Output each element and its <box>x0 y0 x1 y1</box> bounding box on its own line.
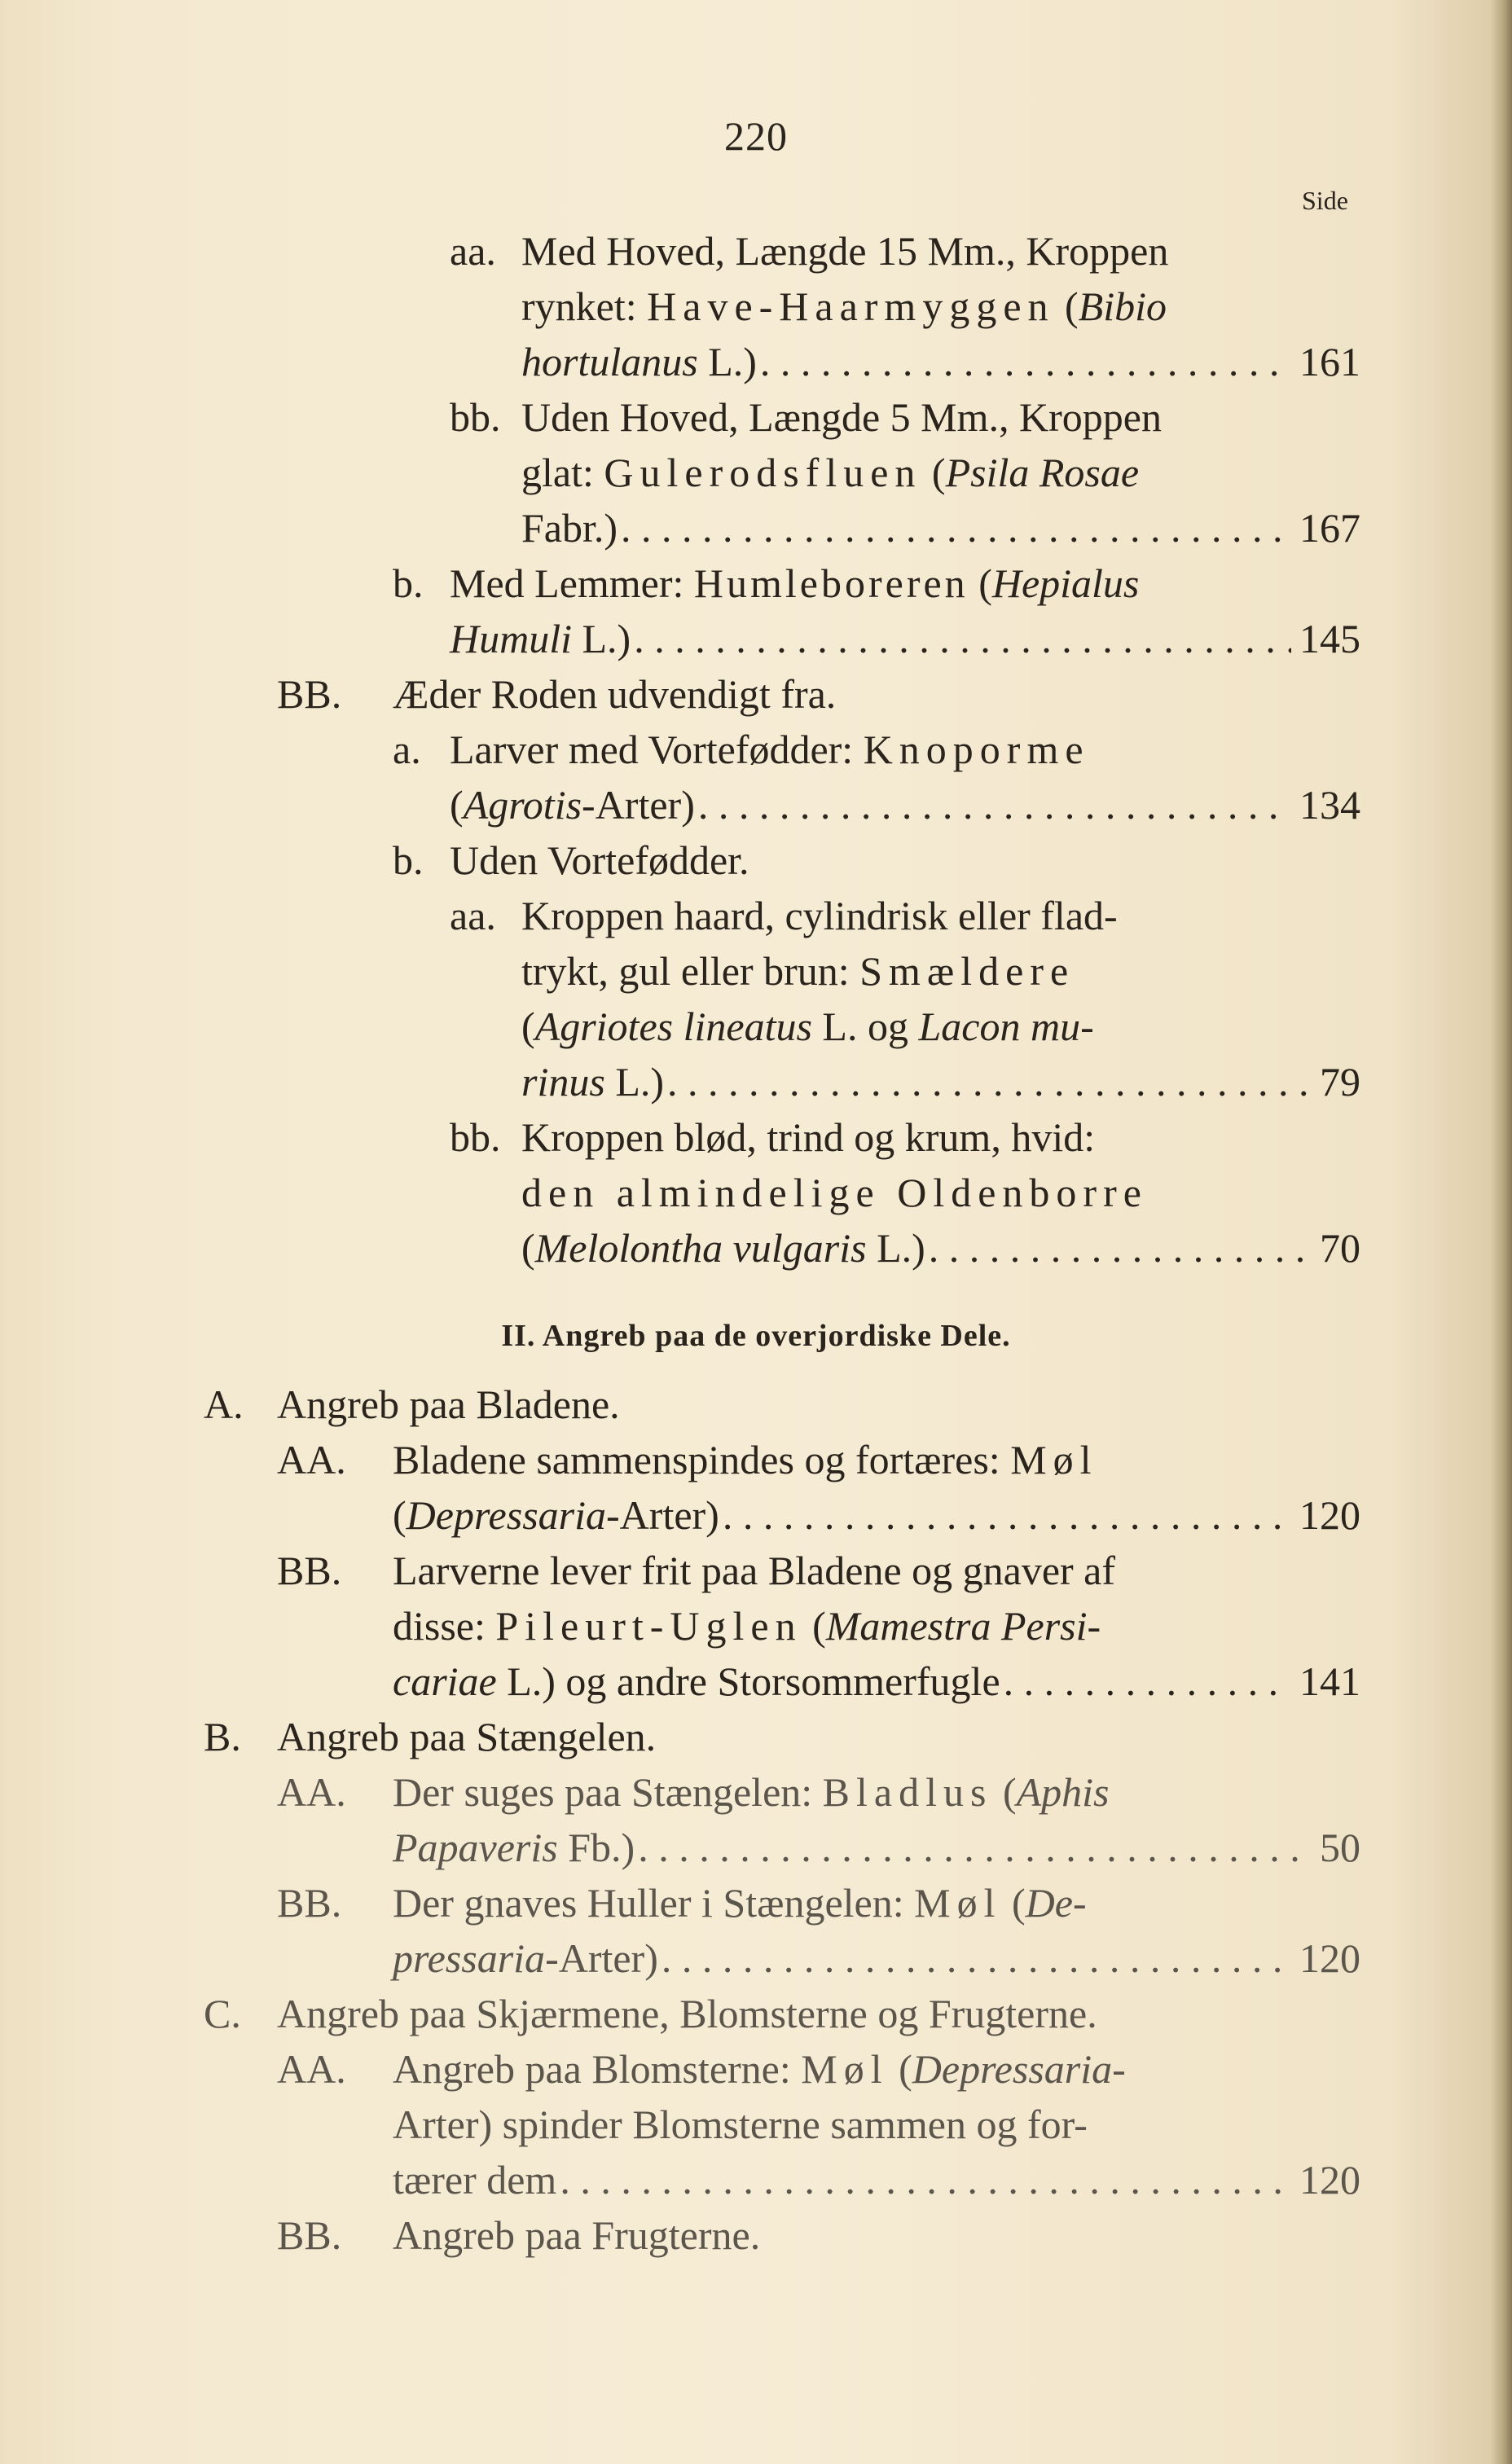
page-reference: 120 <box>1299 1492 1360 1538</box>
page-reference: 50 <box>1320 1825 1360 1870</box>
entry-text: Angreb paa Frugterne. <box>393 2212 761 2258</box>
leader-dots <box>664 1057 1312 1106</box>
entry-text: (Melolontha vulgaris L.) . . . 70 <box>521 1223 1360 1272</box>
entry-text: (Agriotes lineatus L. og Lacon mu- <box>521 1004 1094 1049</box>
entry-text: Angreb paa Blomsterne: Møl (Depressaria- <box>393 2046 1126 2092</box>
page-reference: 145 <box>1299 616 1360 661</box>
page-reference: 167 <box>1299 505 1360 551</box>
leader-dots <box>618 503 1291 552</box>
section-heading: II. Angreb paa de overjordiske Dele. <box>501 1319 1011 1353</box>
side-column-label: Side <box>1302 186 1348 215</box>
entry-text: glat: Gulerodsfluen (Psila Rosae <box>521 450 1140 495</box>
entry-text: Der gnaves Huller i Stængelen: Møl (De- <box>393 1880 1087 1926</box>
leader-dots <box>658 1934 1291 1983</box>
leader-dots <box>757 337 1291 386</box>
entry-text: hortulanus L.) . . . 161 <box>521 337 1360 386</box>
entry-text: tærer dem . . . 120 <box>393 2155 1360 2204</box>
entry-label: bb. <box>450 394 501 440</box>
entry-text: rinus L.) . . . 79 <box>521 1057 1360 1106</box>
entry-label: C. <box>204 1991 241 2036</box>
entry-label: AA. <box>277 1769 346 1815</box>
entry-text: pressaria-Arter) . . . 120 <box>393 1934 1360 1983</box>
page-reference: 70 <box>1320 1225 1360 1271</box>
entry-text: disse: Pileurt-Uglen (Mamestra Persi- <box>393 1603 1101 1649</box>
leader-dots <box>631 614 1291 663</box>
entry-label: A. <box>204 1381 244 1427</box>
entry-text: Der suges paa Stængelen: Bladlus (Aphis <box>393 1769 1110 1815</box>
entry-text: (Depressaria-Arter) . . . 120 <box>393 1491 1360 1539</box>
entry-text: Larver med Vortefødder: Knoporme <box>450 727 1090 772</box>
entry-label: BB. <box>277 1880 342 1926</box>
entry-label: BB. <box>277 1548 342 1593</box>
entry-label: bb. <box>450 1114 501 1160</box>
entry-label: AA. <box>277 1437 346 1482</box>
page-reference: 141 <box>1299 1658 1360 1704</box>
entry-label: B. <box>204 1714 241 1759</box>
entry-text: Bladene sammenspindes og fortæres: Møl <box>393 1437 1098 1482</box>
page-reference: 134 <box>1299 782 1360 828</box>
entry-text: Kroppen blød, trind og krum, hvid: <box>521 1114 1096 1160</box>
leader-dots <box>719 1491 1291 1539</box>
entry-text: Kroppen haard, cylindrisk eller flad- <box>521 893 1118 938</box>
entry-text: Uden Vortefødder. <box>450 837 749 883</box>
page-reference: 120 <box>1299 1935 1360 1981</box>
entry-label: a. <box>393 727 421 772</box>
entry-text: Fabr.) . . . 167 <box>521 503 1360 552</box>
leader-dots <box>695 780 1291 829</box>
entry-label: AA. <box>277 2046 346 2092</box>
entry-label: b. <box>393 560 424 606</box>
entry-text: trykt, gul eller brun: Smældere <box>521 948 1075 994</box>
entry-text: (Agrotis-Arter) . . . 134 <box>450 780 1360 829</box>
page-reference: 120 <box>1299 2157 1360 2203</box>
entry-text: Arter) spinder Blomsterne sammen og for- <box>393 2102 1088 2147</box>
leader-dots <box>1000 1657 1291 1706</box>
entry-text: Papaveris Fb.) . . . 50 <box>393 1823 1360 1872</box>
entry-text: Humuli L.) . . . 145 <box>450 614 1360 663</box>
entry-label: BB. <box>277 2212 342 2258</box>
entry-text: Med Hoved, Længde 15 Mm., Kroppen <box>521 228 1169 274</box>
entry-label: aa. <box>450 893 496 938</box>
entry-text: rynket: Have-Haarmyggen (Bibio <box>521 283 1167 329</box>
entry-text: Angreb paa Stængelen. <box>277 1714 657 1759</box>
page-reference: 161 <box>1299 339 1360 384</box>
page-reference: 79 <box>1320 1059 1360 1105</box>
entry-text: Angreb paa Skjærmene, Blomsterne og Frugterne. <box>277 1991 1097 2036</box>
page-number: 220 <box>724 113 788 159</box>
entry-text: Uden Hoved, Længde 5 Mm., Kroppen <box>521 394 1162 440</box>
entry-label: BB. <box>277 671 342 717</box>
entry-text: Larverne lever frit paa Bladene og gnaver af <box>393 1548 1116 1593</box>
entry-text: Angreb paa Bladene. <box>277 1381 620 1427</box>
leader-dots <box>635 1823 1312 1872</box>
page-edge <box>1491 0 1512 2464</box>
entry-text: Med Lemmer: Humleboreren (Hepialus <box>450 560 1140 606</box>
entry-label: b. <box>393 837 424 883</box>
entry-text: Æder Roden udvendigt fra. <box>393 671 837 717</box>
entry-text: den almindelige Oldenborre <box>521 1170 1148 1215</box>
entry-label: aa. <box>450 228 496 274</box>
entry-text: cariae L.) og andre Storsommerfugle . . . 141 <box>393 1657 1360 1706</box>
leader-dots <box>925 1223 1312 1272</box>
leader-dots <box>556 2155 1291 2204</box>
